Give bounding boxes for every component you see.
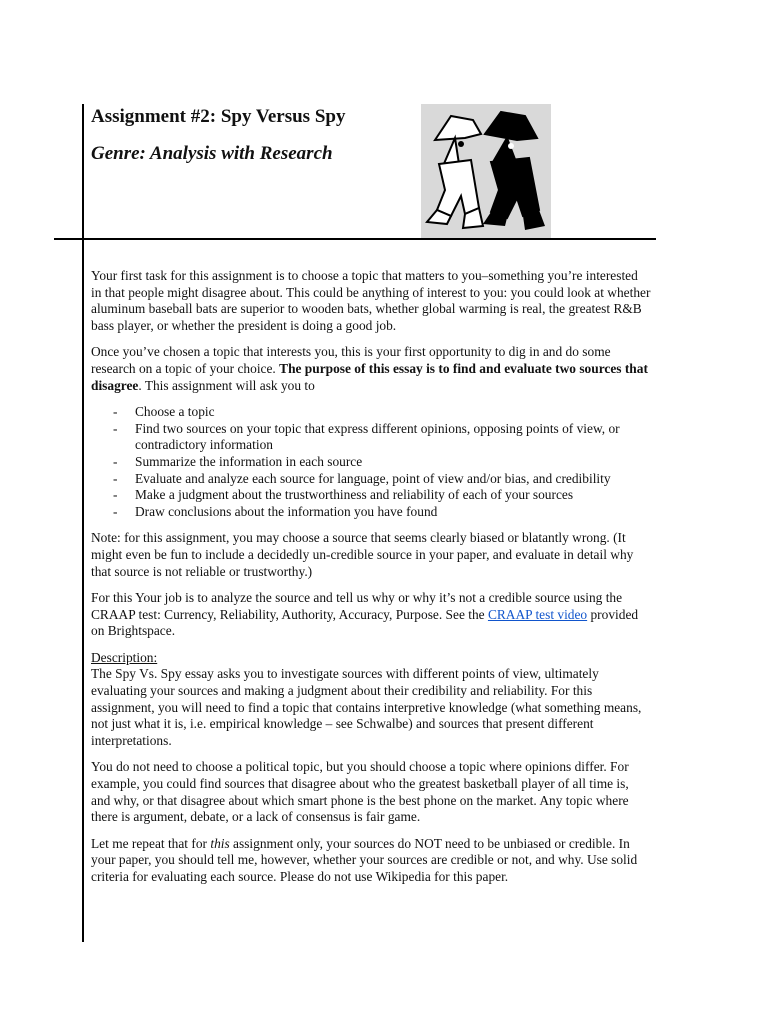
list-item-text: Find two sources on your topic that express different opinions, opposing points of view, or contradictory information — [135, 420, 620, 453]
list-dash: - — [113, 453, 118, 469]
spy-vs-spy-illustration — [421, 104, 551, 238]
list-dash: - — [113, 503, 118, 519]
description-heading: Description: — [91, 649, 158, 665]
description-paragraph — [91, 650, 651, 750]
purpose-statement: The purpose of this essay is to find and evaluate two sources that disagree — [91, 360, 648, 393]
list-dash: - — [113, 487, 118, 503]
assignment-body — [91, 268, 651, 896]
description-text: The Spy Vs. Spy essay asks you to investigate sources with different points of view, ultimately evaluating your sources and making a judgment about their credibility and reliability. For this assignment, you will need to find a topic that contains interpretive knowledge (what something means, not just what it is, i.e. empirical knowledge – see Schwalbe) and sources that present different interpretations. — [91, 666, 642, 748]
list-item-text: Draw conclusions about the information you have found — [135, 503, 438, 519]
list-item — [91, 454, 651, 471]
repeat-text-end: assignment only, your sources do NOT need to be unbiased or credible. In your paper, you should tell me, however, whether your sources are credible or not, and why. Use solid criteria for evaluating each source. Please do not use Wikipedia for this paper. — [91, 835, 638, 884]
craap-text-end: provided on Brightspace. — [91, 606, 639, 639]
list-item — [91, 421, 651, 454]
craap-text-start: For this Your job is to analyze the source and tell us why or why it’s not a credible source using the CRAAP test: Currency, Reliability, Authority, Accuracy, Purpose. See the — [91, 590, 623, 622]
note-paragraph: Note: for this assignment, you may choose a source that seems clearly biased or blatantly wrong. (It might even be fun to include a decidedly un-credible source in your paper, and evaluate in detail why that source is not reliable or trustworthy.) — [91, 530, 634, 579]
repeat-emphasis: this — [210, 835, 230, 851]
list-item — [91, 404, 651, 421]
repeat-text-start: Let me repeat that for — [91, 835, 211, 851]
list-item — [91, 504, 651, 521]
purpose-text-start: Once you’ve chosen a topic that interests you, this is your first opportunity to dig in and do some research on a topic of your choice. — [91, 344, 611, 376]
craap-video-link[interactable]: CRAAP test video — [487, 606, 588, 622]
genre-subtitle: Genre: Analysis with Research — [91, 143, 333, 164]
left-margin-rule — [82, 104, 84, 942]
list-dash: - — [113, 404, 118, 420]
list-item-text: Evaluate and analyze each source for language, point of view and/or bias, and credibility — [135, 470, 611, 486]
purpose-text-end: . This assignment will ask you to — [138, 377, 315, 393]
purpose-paragraph — [91, 344, 651, 394]
task-list — [91, 404, 651, 520]
header-divider — [54, 238, 656, 240]
list-dash: - — [113, 470, 118, 486]
list-item-text: Summarize the information in each source — [135, 453, 363, 469]
list-item-text: Choose a topic — [135, 404, 215, 420]
list-item — [91, 471, 651, 488]
repeat-paragraph — [91, 836, 651, 886]
intro-paragraph: Your first task for this assignment is to choose a topic that matters to you–something you’re interested in that people might disagree about. This could be anything of interest to you: you could look at whether aluminum baseball bats are superior to wooden bats, whether global warming is real, the greatest R&B bass player, or whether the president is doing a good job. — [91, 268, 651, 333]
spy-illustration-drawing — [421, 104, 551, 238]
assignment-title: Assignment #2: Spy Versus Spy — [91, 106, 346, 127]
list-dash: - — [113, 420, 118, 436]
craap-paragraph — [91, 590, 651, 640]
list-item — [91, 487, 651, 504]
list-item-text: Make a judgment about the trustworthiness and reliability of each of your sources — [135, 487, 574, 503]
topic-paragraph: You do not need to choose a political topic, but you should choose a topic where opinions differ. For example, you could find sources that disagree about who the greatest basketball player of all time is, and why, or that disagree about which smart phone is the best phone on the market. Any topic where there is argument, debate, or a lack of consensus is fair game. — [91, 759, 629, 825]
